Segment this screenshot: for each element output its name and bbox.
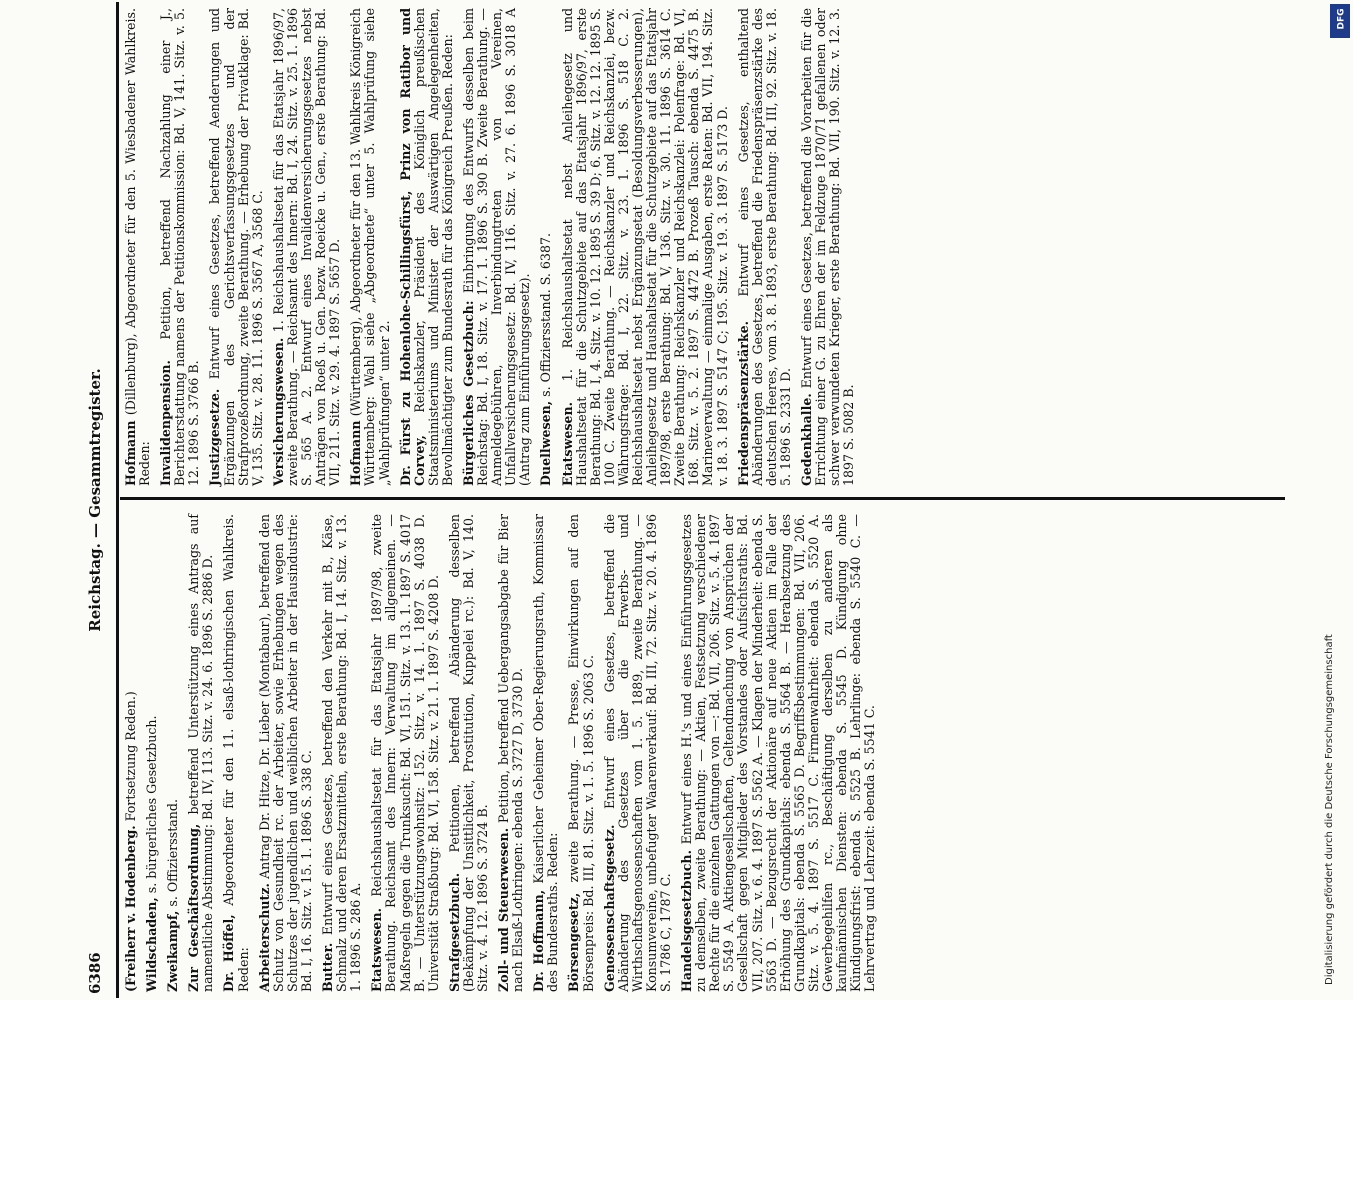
- entry-paragraph: [800, 8, 856, 486]
- entry-paragraph: [222, 514, 250, 992]
- entry-paragraph: [737, 8, 793, 486]
- entry-text: Entwurf eines Gesetzes, betreffend die Abänderung des Gesetzes über die Erwerbs- und Wirthschaftsgenossenschaften vom 1. 5. 1889, zweite Berathung. — Konsumvereine, unbefugter Waarenverkauf: Bd. III, 72. Sitz. v. 20. 4. 1896 S. 1786 C, 1787 C.: [601, 514, 673, 992]
- entry-keyword: Genossenschaftsgesetz.: [601, 824, 617, 992]
- index-entry: [539, 8, 553, 486]
- entry-keyword: Zweikampf,: [165, 910, 181, 992]
- index-entry: [462, 8, 532, 486]
- entry-keyword: Justizgesetze.: [207, 388, 223, 486]
- entry-keyword: Versicherungswesen.: [270, 337, 286, 486]
- entry-keyword: (Freiherr v. Hodenberg.: [123, 825, 138, 992]
- index-entry: [680, 514, 877, 992]
- entry-keyword: Hofmann: [348, 420, 364, 486]
- index-entry: [124, 8, 152, 486]
- entry-keyword: Handelsgesetzbuch.: [679, 850, 695, 992]
- entry-text: Entwurf eines Gesetzes, betreffend den Verkehr mit B., Käse, Schmalz und deren Ersatzmitteln, erste Berathung: Bd. I, 14. Sitz. v. 13. 1. 1896 S. 286 A.: [320, 514, 364, 992]
- entry-paragraph: [258, 514, 314, 992]
- entry-paragraph: [462, 8, 532, 486]
- entry-keyword: Hofmann: [123, 420, 138, 486]
- entry-text: s. Offiziersstand.: [165, 799, 181, 911]
- header-rule: [116, 2, 119, 998]
- index-entry: [349, 8, 391, 486]
- entry-paragraph: [680, 514, 877, 992]
- digitization-note: Digitalisierung gefördert durch die Deutsche Forschungsgemeinschaft: [1324, 634, 1335, 985]
- entry-text: Antrag Dr. Hitze, Dr. Lieber (Montabaur), betreffend den Schutz von Gesundheit rc. der Arbeiter, sowie Erhebungen wegen des Schutzes der jugendlichen und weiblichen Arbeiter in der Hausindustrie: Bd. I, 16. Sitz. v. 15. 1. 1896 S. 338 C.: [256, 514, 314, 992]
- entry-text: Petitionen, betreffend Abänderung desselben (Bekämpfung der Unsittlichkeit, Prostitution, Kuppelei rc.): Bd. V, 140. Sitz. v. 4. 12. 1896 S. 3724 B.: [446, 514, 490, 992]
- entry-text: s. bürgerliches Gesetzbuch.: [144, 715, 160, 898]
- entry-keyword: Butter.: [320, 942, 336, 992]
- index-entry: [166, 514, 180, 992]
- entry-keyword: Dr. Fürst zu Hohenlohe-Schillingsfürst, Prinz von Ratibor und Corvey,: [397, 8, 427, 486]
- entry-text: 1. Reichshaushaltsetat nebst Anleihegesetz und Haushaltsetat für die Schutzgebiete auf das Etatsjahr 1896/97, erste Berathung: Bd. I, 4. Sitz. v. 10. 12. 1895 S. 39 D; 6. Sitz. v. 12. 12. 1895 S. 100 C. Zweite Berathung. — Reichskanzler und Reichskanzlei, bezw. Währungsfrage: Bd. I, 22. Sitz. v. 23. 1. 1896 S. 518 C. 2. Reichshaushaltsetat nebst Ergänzungsetat (Besoldungsverbesserungen), Anleihegesetz und Haushaltsetat für die Schutzgebiete auf das Etatsjahr 1897/98, erste Berathung: Bd. V, 136. Sitz. v. 30. 11. 1896 S. 3614 C. Zweite Berathung: Reichskanzler und Reichskanzlei: Polenfrage: Bd. VI, 168. Sitz. v. 5. 2. 1897 S. 4472 B. Prozeß Tausch: ebenda S. 4475 B. Marineverwaltung — einmalige Ausgaben, erste Raten: Bd. VII, 194. Sitz. v. 18. 3. 1897 S. 5147 C; 195. Sitz. v. 19. 3. 1897 S. 5173 D.: [559, 8, 730, 486]
- entry-text: (Dillenburg), Abgeordneter für den 5. Wiesbadener Wahlkreis. Reden:: [123, 8, 153, 486]
- index-entry: [737, 8, 793, 486]
- entry-text: Reichskanzler, Präsident des Königlich preußischen Staatsministeriums und Minister der Auswärtigen Angelegenheiten, Bevollmächtigter zum Bundesrath für das Königreich Preußen. Reden:: [411, 8, 455, 486]
- digitization-stamp: [1312, 0, 1352, 1000]
- entry-keyword: Bürgerliches Gesetzbuch:: [460, 300, 476, 486]
- index-entry: [448, 514, 490, 992]
- index-entry: [399, 8, 455, 486]
- entry-text: Kaiserlicher Geheimer Ober-Regierungsrath, Kommissar des Bundesraths. Reden:: [531, 514, 561, 992]
- column-divider: [120, 497, 1285, 500]
- entry-paragraph: [166, 514, 180, 992]
- index-entry: [800, 8, 856, 486]
- entry-paragraph: [208, 8, 264, 486]
- page-number: 6386: [86, 952, 104, 994]
- index-entry: [370, 514, 440, 992]
- index-entry: [258, 514, 314, 992]
- index-entry: [145, 514, 159, 992]
- entry-keyword: Strafgesetzbuch.: [446, 872, 462, 992]
- entry-text: zweite Berathung. — Presse, Einwirkungen auf den Börsenpreis: Bd. III, 81. Sitz. v. 1. 5. 1896 S. 2063 C.: [566, 514, 596, 992]
- entry-keyword: Dr. Höffel,: [221, 914, 237, 992]
- entry-keyword: Dr. Hoffmann,: [531, 889, 547, 992]
- index-entry: [222, 514, 250, 992]
- left-column: [124, 514, 884, 992]
- index-entry: [187, 514, 215, 992]
- index-entry: [567, 514, 595, 992]
- entry-paragraph: [124, 8, 152, 486]
- entry-paragraph: [124, 514, 138, 992]
- index-entry: [159, 8, 201, 486]
- index-entry: [497, 514, 525, 992]
- entry-paragraph: [187, 514, 215, 992]
- entry-paragraph: [567, 514, 595, 992]
- entry-paragraph: [561, 8, 730, 486]
- entry-paragraph: [272, 8, 342, 486]
- entry-paragraph: [349, 8, 391, 486]
- entry-paragraph: [448, 514, 490, 992]
- right-column: [124, 8, 863, 486]
- index-entry: [603, 514, 673, 992]
- entry-text: Entwurf eines Gesetzes, betreffend die Vorarbeiten für die Errichtung einer G. zu Ehren der im Feldzuge 1870/71 gefallenen oder schwer verwundeten Krieger, erste Berathung: Bd. VII, 190. Sitz. v. 12. 3. 1897 S. 5082 B.: [799, 8, 857, 486]
- entry-paragraph: [539, 8, 553, 486]
- page-header: [80, 2, 116, 998]
- entry-text: Fortsetzung Reden.): [123, 691, 138, 826]
- entry-text: Entwurf eines Gesetzes, enthaltend Abänderungen des Gesetzes, betreffend die Friedenspräsenzstärke des deutschen Heeres, vom 3. 8. 1893, erste Berathung: Bd. III, 92. Sitz. v. 18. 5. 1896 S. 2331 D.: [735, 8, 793, 486]
- entry-keyword: Etatswesen.: [369, 908, 385, 992]
- entry-paragraph: [159, 8, 201, 486]
- rotated-page-content: [80, 2, 1290, 998]
- entry-paragraph: [145, 514, 159, 992]
- entry-keyword: Zur Geschäftsordnung,: [186, 823, 202, 992]
- entry-text: betreffend Unterstützung eines Antrags auf namentliche Abstimmung: Bd. IV, 113. Sitz. v. 24. 6. 1896 S. 2886 D.: [186, 514, 216, 992]
- entry-keyword: Zoll- und Steuerwesen.: [496, 827, 512, 992]
- entry-text: (Württemberg), Abgeordneter für den 13. Wahlkreis Königreich Württemberg: Wahl siehe „Abgeordnete“ unter 5. Wahlprüfung siehe „Wahlprüfungen“ unter 2.: [348, 8, 392, 486]
- index-entry: [272, 8, 342, 486]
- entry-keyword: Gedenkhalle.: [799, 393, 815, 486]
- entry-keyword: Wildschaden,: [144, 897, 160, 992]
- entry-keyword: Invalidenpension.: [158, 360, 174, 486]
- index-entry: [532, 514, 560, 992]
- entry-keyword: Börsengesetz,: [566, 892, 582, 992]
- entry-text: 1. Reichshaushaltsetat für das Etatsjahr 1896/97, zweite Berathung. — Reichsamt des Innern: Bd. I, 24. Sitz. v. 25. 1. 1896 S. 565 A. 2. Entwurf eines Invalidenversicherungsgesetzes nebst Anträgen von Roeß u. Gen. bezw. Roeicke u. Gen., erste Berathung: Bd. VII, 211. Sitz. v. 29. 4. 1897 S. 5657 D.: [270, 8, 343, 486]
- entry-paragraph: [321, 514, 363, 992]
- entry-text: Petition, betreffend Uebergangsabgabe für Bier nach Elsaß-Lothringen: ebenda S. 3727 D, 3730 D.: [496, 514, 526, 992]
- entry-paragraph: [532, 514, 560, 992]
- entry-paragraph: [603, 514, 673, 992]
- printed-page: [80, 2, 1080, 1202]
- running-head: Reichstag. — Gesammtregister.: [86, 368, 104, 632]
- entry-text: Entwurf eines Gesetzes, betreffend Aenderungen und Ergänzungen des Gerichtsverfassungsgesetzes und der Strafprozeßordnung, zweite Berathung. — Erhebung der Privatklage: Bd. V, 135. Sitz. v. 28. 11. 1896 S. 3567 A, 3568 C.: [207, 8, 265, 486]
- entry-text: Einbringung des Entwurfs desselben beim Reichstag: Bd. I, 18. Sitz. v. 17. 1. 1896 S. 390 B. Zweite Berathung. — Anmeldegebühren, Inverbindungtreten von Vereinen, Unfallversicherungsgesetz: Bd. IV, 116. Sitz. v. 27. 6. 1896 S. 3018 A (Antrag zum Einführungsgesetz).: [460, 8, 533, 486]
- entry-keyword: Duellwesen,: [538, 400, 554, 486]
- dfg-logo-text: DFG: [1336, 8, 1347, 30]
- entry-text: Entwurf eines H.'s und eines Einführungsgesetzes zu demselben, zweite Berathung: — Aktien, Festsetzung verschiedener Rechte für die einzelnen Gattungen von —: Bd. VII, 206. Sitz. v. 5. 4. 1897 S. 5549 A. Aktiengesellschaften, Geltendmachung von Ansprüchen der Gesellschaft gegen Mitglieder des Vorstandes oder Aufsichtsraths: Bd. VII, 207. Sitz. v. 6. 4. 1897 S. 5562 A. — Klagen der Minderheit: ebenda S. 5563 D. — Bezugsrecht der Aktionäre auf neue Aktien im Falle der Erhöhung des Grundkapitals: ebenda S. 5564 B. — Herabsetzung des Grundkapitals: ebenda S. 5565 D. Begriffsbestimmungen: Bd. VII, 206. Sitz. v. 5. 4. 1897 S. 5517 C. Firmenwahrheit: ebenda S. 5520 A. Gewerbegehilfen rc., Beschäftigung derselben zu anderen als kaufmännischen Diensten: ebenda S. 5545 D. Kündigung ohne Kündigungsfrist: ebenda S. 5525 B. Lehrlinge: ebenda S. 5540 C. — Lehrvertrag und Lehrzeit: ebenda S. 5541 C.: [679, 514, 878, 992]
- entry-keyword: Friedenspräsenzstärke.: [735, 320, 751, 486]
- entry-text: s. Offiziersstand. S. 6387.: [538, 233, 554, 401]
- entry-text: Reichshaushaltsetat für das Etatsjahr 1897/98, zweite Berathung. Reichsamt des Innern: Verwaltung im allgemeinen. — Maßregeln gegen die Trunksucht: Bd. VI, 151. Sitz. v. 13. 1. 1897 S. 4017 B. — Unterstützungswohnsitz: 152. Sitz. v. 14. 1. 1897 S. 4038 D. Universität Straßburg: Bd. VI, 158. Sitz. v. 21. 1. 1897 S. 4208 D.: [369, 514, 441, 992]
- index-entry: [124, 514, 138, 992]
- index-entry: [561, 8, 730, 486]
- entry-paragraph: [497, 514, 525, 992]
- index-entry: [321, 514, 363, 992]
- entry-keyword: Etatswesen.: [559, 402, 575, 486]
- entry-text: Petition, betreffend Nachzahlung einer J., Berichterstattung namens der Petitionskommission: Bd. V, 141. Sitz. v. 5. 12. 1896 S. 3766 B.: [158, 8, 202, 486]
- entry-text: Abgeordneter für den 11. elsaß-lothringischen Wahlkreis. Reden:: [221, 514, 251, 992]
- entry-paragraph: [399, 8, 455, 486]
- dfg-logo: [1330, 4, 1350, 38]
- entry-paragraph: [370, 514, 440, 992]
- index-entry: [208, 8, 264, 486]
- entry-keyword: Arbeiterschutz.: [256, 883, 272, 992]
